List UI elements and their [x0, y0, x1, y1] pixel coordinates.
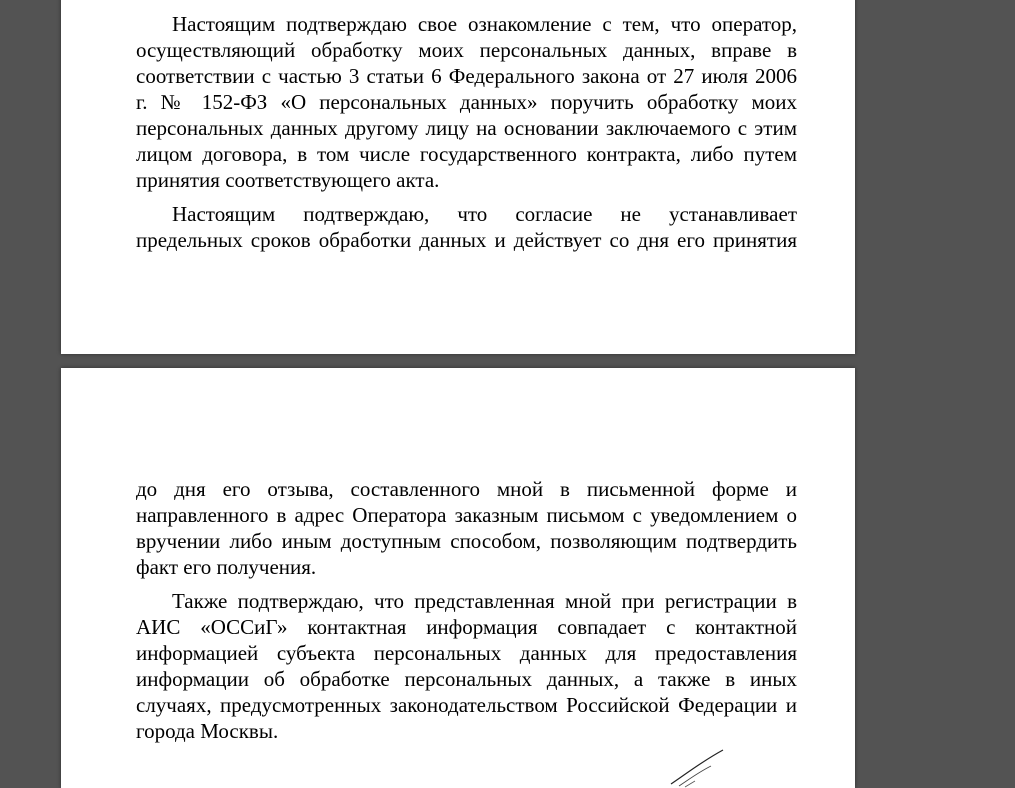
text-line: Настоящим подтверждаю, что согласие не устанавливает: [172, 202, 797, 226]
text-line: предельных сроков обработки данных и действует со дня его принятия: [136, 228, 797, 252]
text-line: г. № 152-ФЗ «О персональных данных» поручить обработку моих: [136, 90, 797, 114]
signature-mark-icon: [661, 748, 731, 788]
text-line: направленного в адрес Оператора заказным письмом с уведомлением о: [136, 503, 797, 527]
document-page-1: [61, 0, 855, 354]
text-line: соответствии с частью 3 статьи 6 Федерального закона от 27 июля 2006: [136, 64, 797, 88]
text-line: персональных данных другому лицу на основании заключаемого с этим: [136, 116, 797, 140]
text-line: информацией субъекта персональных данных для предоставления: [136, 641, 797, 665]
text-line: Настоящим подтверждаю свое ознакомление с тем, что оператор,: [172, 12, 797, 36]
text-line: вручении либо иным доступным способом, позволяющим подтвердить: [136, 529, 797, 553]
text-line: АИС «ОССиГ» контактная информация совпадает с контактной: [136, 615, 797, 639]
text-line: случаях, предусмотренных законодательством Российской Федерации и: [136, 693, 797, 717]
text-line: Также подтверждаю, что представленная мной при регистрации в: [172, 589, 797, 613]
document-page-2: [61, 368, 855, 788]
text-line: города Москвы.: [136, 719, 279, 743]
text-line: принятия соответствующего акта.: [136, 168, 440, 192]
text-line: факт его получения.: [136, 555, 317, 579]
text-line: осуществляющий обработку моих персональных данных, вправе в: [136, 38, 797, 62]
text-line: лицом договора, в том числе государственного контракта, либо путем: [136, 142, 797, 166]
text-line: информации об обработке персональных данных, а также в иных: [136, 667, 797, 691]
text-line: до дня его отзыва, составленного мной в письменной форме и: [136, 477, 797, 501]
